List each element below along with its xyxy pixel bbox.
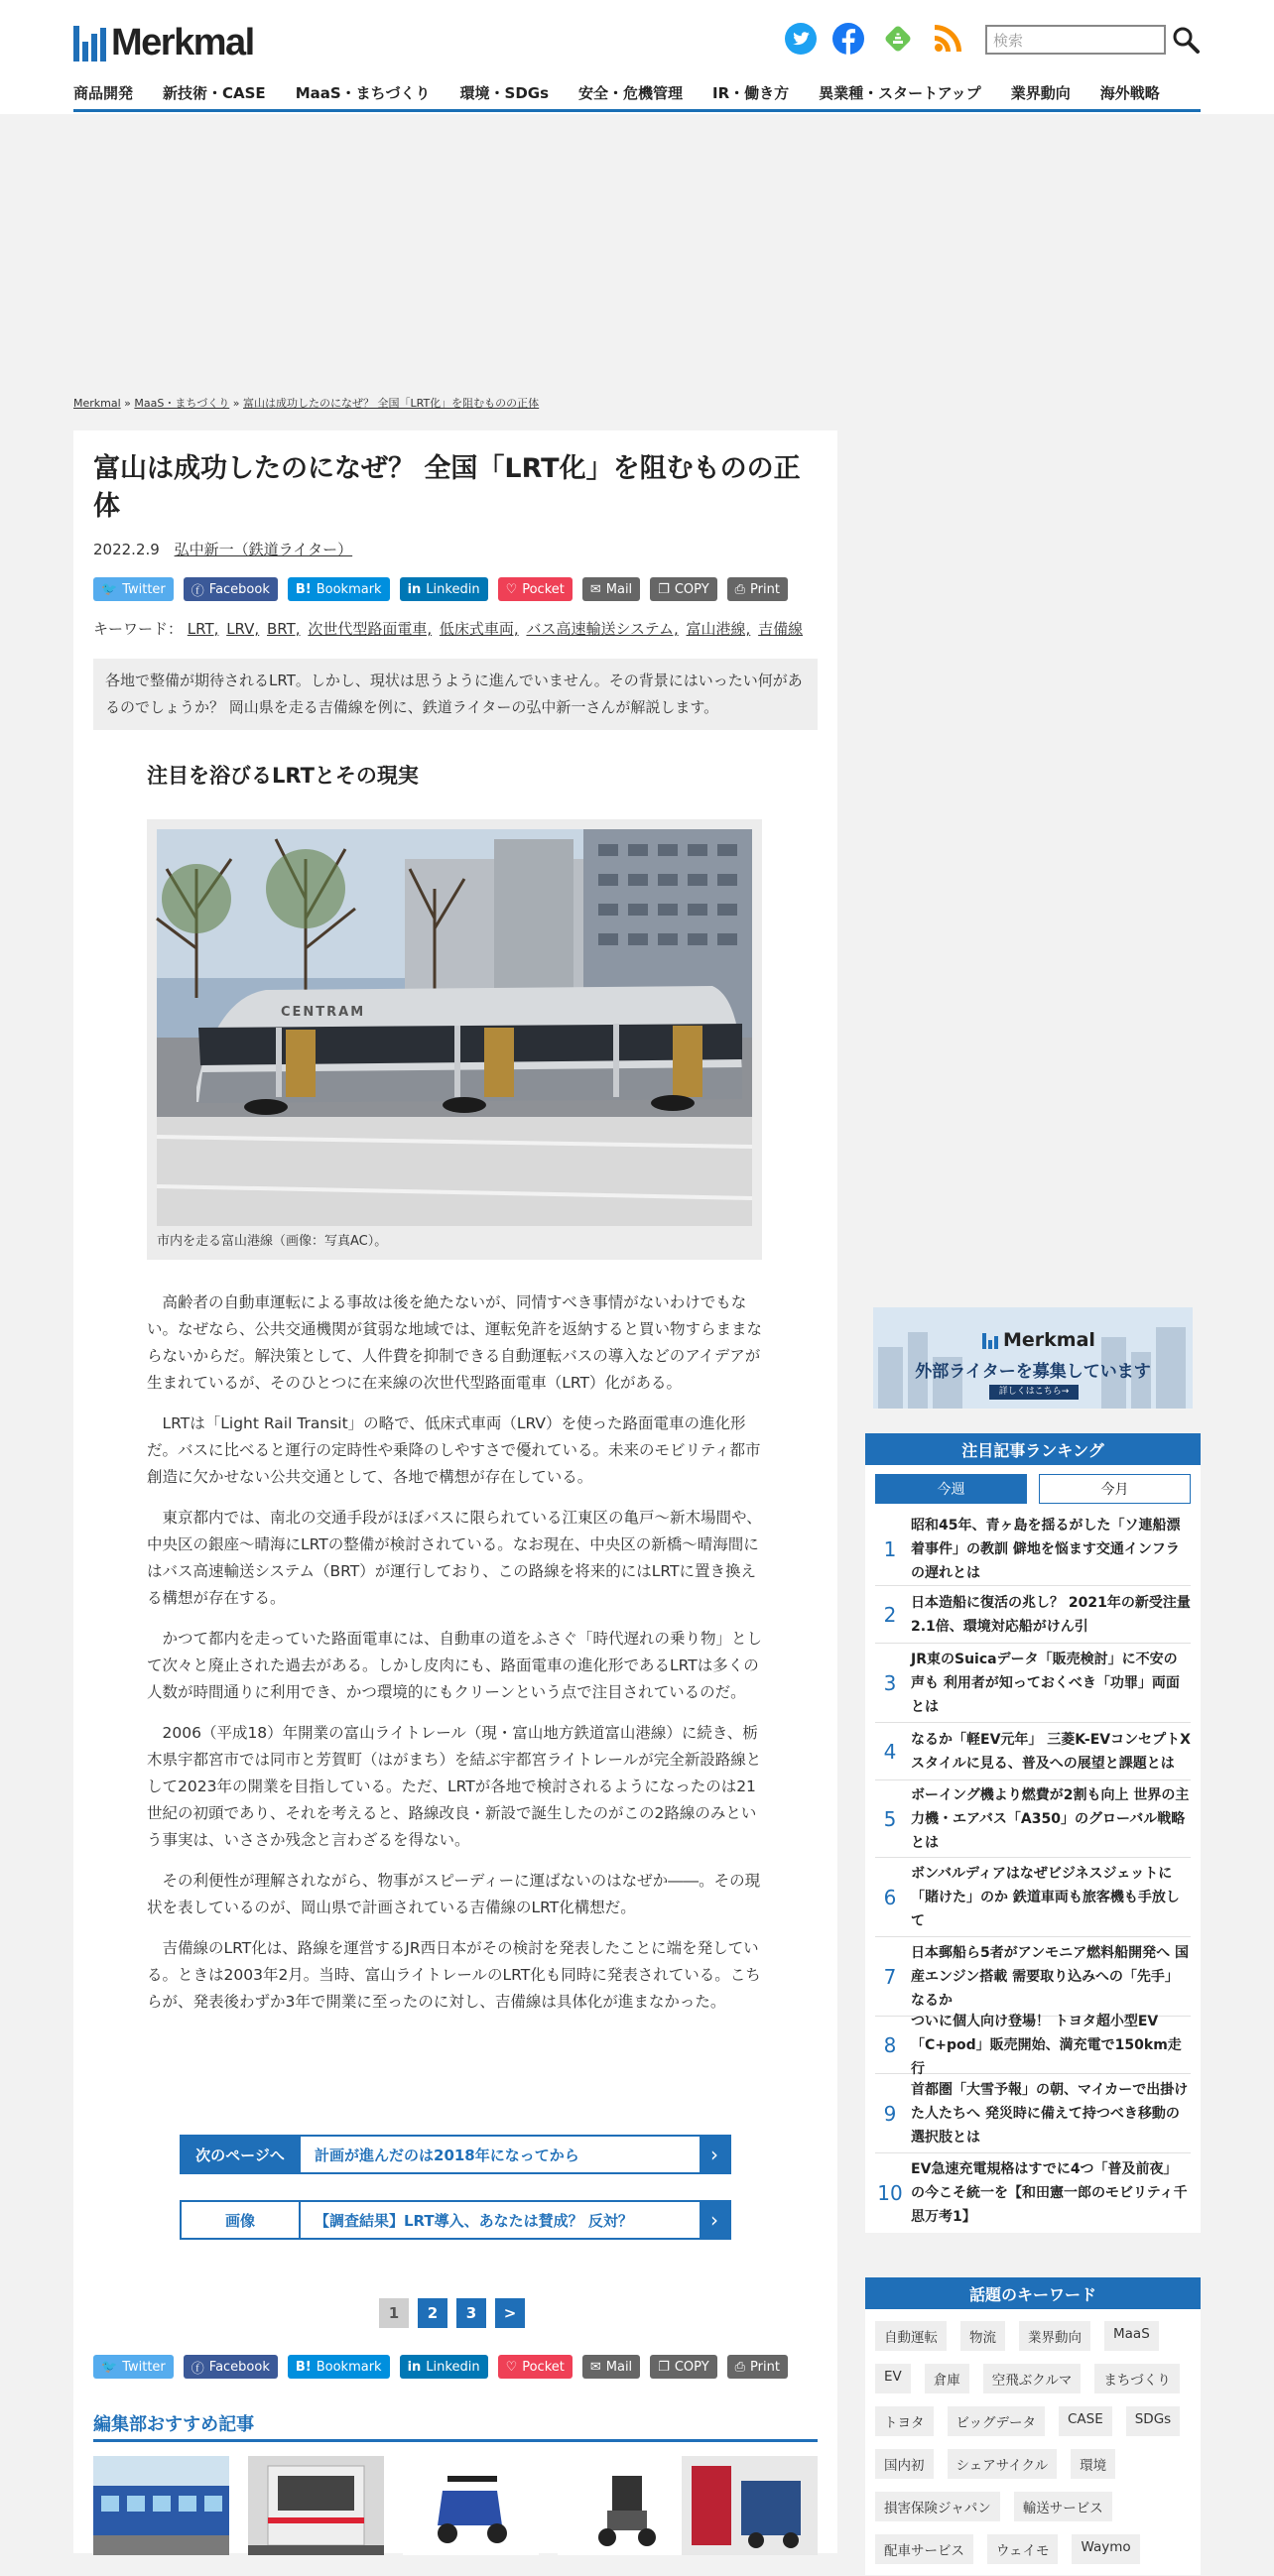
share-mail-button[interactable]: ✉ Mail bbox=[582, 577, 640, 601]
rss-icon[interactable] bbox=[931, 22, 964, 56]
search-icon[interactable] bbox=[1171, 24, 1201, 56]
keyword-chip[interactable]: 損害保険ジャパン bbox=[875, 2492, 1000, 2521]
ranking-panel bbox=[865, 1433, 1201, 2233]
breadcrumb-category[interactable]: MaaS・まちづくり bbox=[134, 397, 230, 410]
main-nav bbox=[73, 82, 1201, 112]
body-paragraph: LRTは「Light Rail Transit」の略で、低床式車両（LRV）を使った路面電車の進化形だ。バスに比べると運行の定時性や乗降のしやすさで優れている。未来のモビリティ都市創造に欠かせない公共交通として、各地で構想が存在している。 bbox=[147, 1414, 761, 1486]
nav-item-tech[interactable]: 新技術・CASE bbox=[163, 84, 266, 102]
author-link[interactable]: 弘中新一（鉄道ライター） bbox=[174, 541, 353, 558]
linkedin-icon: in bbox=[407, 581, 422, 597]
facebook-icon: ⓕ bbox=[191, 583, 204, 599]
rank-title: ボーイング機より燃費が2割も向上 世界の主力機・エアバス「A350」のグローバル戦略とは bbox=[911, 1786, 1190, 1851]
breadcrumb bbox=[73, 395, 539, 411]
facebook-icon[interactable] bbox=[831, 22, 865, 56]
banner-button[interactable]: 詳しくはこちら→ bbox=[989, 1385, 1079, 1400]
page-1-button[interactable]: 1 bbox=[379, 2298, 409, 2328]
keyword-chip[interactable]: 自動運転 bbox=[875, 2321, 947, 2351]
tram-photo[interactable] bbox=[157, 829, 752, 1226]
keyword-chip[interactable]: 輸送サービス bbox=[1014, 2492, 1112, 2521]
banner-logo-text: Merkmal bbox=[1003, 1329, 1095, 1351]
image-gallery-link[interactable] bbox=[180, 2200, 731, 2240]
rank-number: 9 bbox=[883, 2101, 897, 2126]
recommend-thumb-2[interactable] bbox=[248, 2456, 384, 2555]
ranking-item[interactable] bbox=[875, 1858, 1191, 1937]
ranking-tabs bbox=[865, 1465, 1201, 1513]
hatena-icon: B! bbox=[295, 581, 312, 597]
ranking-item[interactable] bbox=[875, 1586, 1191, 1644]
share-pocket-button[interactable]: ♡ Pocket bbox=[498, 2355, 573, 2379]
body-paragraph: 吉備線のLRT化は、路線を運営するJR西日本がその検討を発表したことに端を発している。ときは2003年2月。当時、富山ライトレールのLRT化も同時に発表されている。こちらが、発表後わずか3年で開業に至ったのに対し、吉備線は具体化が進まなかった。 bbox=[147, 1939, 761, 2011]
share-bar-top bbox=[93, 577, 788, 601]
rank-title: 日本郵船ら5者がアンモニア燃料船開発へ 国産エンジン搭載 需要取り込みへの「先手」なるか bbox=[911, 1944, 1190, 2009]
print-button[interactable]: ⎙ Print bbox=[727, 2355, 788, 2379]
ranking-item[interactable] bbox=[875, 1644, 1191, 1723]
keyword-chip[interactable]: 空飛ぶクルマ bbox=[983, 2364, 1082, 2393]
copy-icon: ❐ bbox=[658, 2359, 670, 2375]
tram-logo-text: CENTRAM bbox=[281, 1005, 366, 1020]
keyword-link[interactable]: 吉備線 bbox=[758, 620, 804, 638]
rank-number: 4 bbox=[883, 1739, 897, 1764]
keyword-chip[interactable]: MaaS bbox=[1104, 2321, 1159, 2351]
next-page-button[interactable]: > bbox=[495, 2298, 525, 2328]
trending-keywords-panel bbox=[865, 2277, 1201, 2575]
share-linkedin-button[interactable]: in Linkedin bbox=[400, 2355, 488, 2379]
body-paragraph: 2006（平成18）年開業の富山ライトレール（現・富山地方鉄道富山港線）に続き、栃木県宇都宮市では同市と芳賀町（はがまち）を結ぶ宇都宮ライトレールが完全新設路線として2023年の開業を目指している。ただ、LRTが各地で検討されるようになったのは21世紀の初頭であり、それを考えると、路線改良・新設で誕生したのがこの2路線のみという事実は、いささか残念と言わざるを得ない。 bbox=[147, 1724, 762, 1849]
body-paragraph: かつて都内を走っていた路面電車には、自動車の道をふさぐ「時代遅れの乗り物」として次々と廃止された過去がある。しかし皮肉にも、路面電車の進化形であるLRTは多くの人数が時間通りに利用でき、かつ環境的にもクリーンという点で注目されているのだ。 bbox=[147, 1630, 763, 1701]
linkedin-icon: in bbox=[407, 2359, 422, 2375]
copy-link-button[interactable]: ❐ COPY bbox=[650, 577, 716, 601]
nav-item-product[interactable]: 商品開発 bbox=[73, 84, 134, 102]
page-2-button[interactable]: 2 bbox=[418, 2298, 447, 2328]
keyword-chips bbox=[865, 2309, 1201, 2576]
keyword-chip[interactable]: 配車サービス bbox=[875, 2534, 973, 2564]
pocket-icon: ♡ bbox=[505, 581, 518, 597]
keyword-chip[interactable]: 業界動向 bbox=[1019, 2321, 1090, 2351]
mail-icon: ✉ bbox=[589, 2359, 601, 2375]
tab-this-week[interactable]: 今週 bbox=[875, 1474, 1027, 1504]
ranking-item[interactable] bbox=[875, 1723, 1191, 1780]
rank-number: 10 bbox=[877, 2181, 903, 2205]
mail-icon: ✉ bbox=[589, 581, 601, 597]
recommend-thumb-4[interactable] bbox=[558, 2456, 694, 2555]
breadcrumb-separator: » bbox=[232, 397, 240, 410]
share-facebook-button[interactable]: ⓕ Facebook bbox=[184, 2355, 278, 2379]
breadcrumb-separator: » bbox=[124, 397, 131, 410]
recommend-thumb-1[interactable] bbox=[93, 2456, 229, 2555]
nav-item-safety[interactable]: 安全・危機管理 bbox=[578, 84, 684, 102]
hatena-icon: B! bbox=[295, 2359, 312, 2375]
ranking-item[interactable] bbox=[875, 2153, 1191, 2233]
nav-item-environment[interactable]: 環境・SDGs bbox=[459, 84, 550, 102]
rank-number: 7 bbox=[883, 1964, 897, 1989]
rank-title: EV急速充電規格はすでに4つ「普及前夜」の今こそ統一を【和田憲一郎のモビリティ千思万考1】 bbox=[911, 2161, 1188, 2225]
keyword-link[interactable]: 低床式車両, bbox=[439, 620, 519, 638]
tab-this-month[interactable]: 今月 bbox=[1039, 1474, 1191, 1504]
recommend-heading: 編集部おすすめ記事 bbox=[93, 2414, 255, 2435]
article bbox=[73, 430, 837, 2553]
copy-icon: ❐ bbox=[658, 581, 670, 597]
breadcrumb-current[interactable]: 富山は成功したのになぜ？ 全国「LRT化」を阻むものの正体 bbox=[243, 397, 540, 410]
keyword-link[interactable]: LRT, bbox=[187, 620, 219, 638]
copy-link-button[interactable]: ❐ COPY bbox=[650, 2355, 716, 2379]
nav-item-industry[interactable]: 業界動向 bbox=[1010, 84, 1071, 102]
keyword-link[interactable]: LRV, bbox=[226, 620, 260, 638]
banner-logo bbox=[982, 1331, 1095, 1349]
page-3-button[interactable]: 3 bbox=[456, 2298, 486, 2328]
nav-item-ir[interactable]: IR・働き方 bbox=[712, 84, 790, 102]
twitter-icon: 🐦 bbox=[101, 2359, 118, 2375]
rank-number: 6 bbox=[883, 1885, 897, 1909]
ranking-title: 注目記事ランキング bbox=[865, 1433, 1201, 1465]
rank-number: 2 bbox=[883, 1602, 897, 1627]
facebook-icon: ⓕ bbox=[191, 2361, 204, 2377]
keyword-chip[interactable]: トヨタ bbox=[875, 2406, 934, 2436]
share-twitter-button[interactable]: 🐦 Twitter bbox=[93, 577, 174, 601]
article-body bbox=[147, 1289, 762, 2029]
share-hatena-button[interactable]: B! Bookmark bbox=[288, 2355, 390, 2379]
print-icon: ⎙ bbox=[734, 2359, 746, 2375]
keyword-link[interactable]: 次世代型路面電車, bbox=[308, 620, 433, 638]
keyword-link[interactable]: 富山港線, bbox=[686, 620, 751, 638]
recommend-thumb-5[interactable] bbox=[682, 2456, 818, 2555]
keyword-link[interactable]: バス高速輸送システム, bbox=[526, 620, 679, 638]
rank-number: 3 bbox=[883, 1670, 897, 1695]
logo-text: Merkmal bbox=[111, 22, 254, 63]
body-paragraph: その利便性が理解されながら、物事がスピーディーに運ばないのはなぜか――。その現状を表しているのが、岡山県で計画されている吉備線のLRT化構想だ。 bbox=[147, 1872, 761, 1916]
site-logo[interactable] bbox=[73, 22, 254, 64]
rank-title: 首都圏「大雪予報」の朝、マイカーで出掛けた人たちへ 発災時に備えて持つべき移動の選択肢とは bbox=[911, 2081, 1189, 2146]
section-heading: 注目を浴びるLRTとその現実 bbox=[147, 764, 419, 788]
keyword-chip[interactable]: EV bbox=[875, 2364, 911, 2393]
share-mail-button[interactable]: ✉ Mail bbox=[582, 2355, 640, 2379]
feedly-icon[interactable] bbox=[881, 22, 915, 56]
share-twitter-button[interactable]: 🐦 Twitter bbox=[93, 2355, 174, 2379]
search-input[interactable]: 検索 bbox=[985, 25, 1166, 55]
rank-title: JR東のSuicaデータ「販売検討」に不安の声も 利用者が知っておくべき「功罪」両面とは bbox=[911, 1651, 1180, 1715]
keyword-chip[interactable]: CASE bbox=[1059, 2406, 1112, 2436]
keyword-chip[interactable]: シェアサイクル bbox=[948, 2449, 1058, 2479]
ranking-item[interactable] bbox=[875, 2013, 1191, 2077]
keyword-chip[interactable]: SDGs bbox=[1126, 2406, 1180, 2436]
pocket-icon: ♡ bbox=[505, 2359, 518, 2375]
rank-title: 昭和45年、青ヶ島を揺るがした「ソ連船漂着事件」の教訓 僻地を悩ます交通インフラの遅れとは bbox=[911, 1517, 1181, 1581]
keyword-chip[interactable]: ビッグデータ bbox=[948, 2406, 1045, 2436]
rank-number: 8 bbox=[883, 2032, 897, 2057]
keyword-link[interactable]: BRT, bbox=[266, 620, 301, 638]
rank-title: なるか「軽EV元年」 三菱K-EVコンセプトXスタイルに見る、普及への展望と課題とは bbox=[911, 1731, 1191, 1772]
article-date: 2022.2.9 bbox=[93, 541, 160, 558]
ranking-item[interactable] bbox=[875, 1513, 1191, 1586]
next-page-label: 次のページへ bbox=[182, 2137, 299, 2172]
share-linkedin-button[interactable]: in Linkedin bbox=[400, 577, 488, 601]
keyword-chip[interactable]: まちづくり bbox=[1094, 2364, 1179, 2393]
ranking-item[interactable] bbox=[875, 2074, 1191, 2153]
figure-caption: 市内を走る富山港線（画像：写真AC）。 bbox=[157, 1234, 388, 1249]
keyword-chip[interactable]: 環境 bbox=[1071, 2449, 1115, 2479]
nav-item-maas[interactable]: MaaS・まちづくり bbox=[295, 84, 431, 102]
image-link-title: 【調査結果】LRT導入、あなたは賛成？ 反対？ bbox=[299, 2202, 700, 2238]
logo-mark-icon bbox=[73, 26, 106, 61]
twitter-icon[interactable] bbox=[784, 22, 818, 56]
chevron-right-icon: › bbox=[700, 2202, 729, 2238]
image-link-label: 画像 bbox=[182, 2202, 299, 2238]
recommend-divider bbox=[93, 2439, 818, 2442]
print-icon: ⎙ bbox=[734, 581, 746, 597]
pagination bbox=[379, 2298, 525, 2328]
rank-number: 5 bbox=[883, 1806, 897, 1831]
site-header bbox=[0, 0, 1274, 114]
share-pocket-button[interactable]: ♡ Pocket bbox=[498, 577, 573, 601]
share-hatena-button[interactable]: B! Bookmark bbox=[288, 577, 390, 601]
twitter-icon: 🐦 bbox=[101, 581, 118, 597]
breadcrumb-home[interactable]: Merkmal bbox=[73, 397, 121, 410]
nav-item-global: 海外戦略 bbox=[1099, 84, 1160, 102]
next-page-link[interactable] bbox=[180, 2135, 731, 2174]
recommend-thumb-3[interactable] bbox=[403, 2456, 539, 2555]
article-meta bbox=[93, 539, 352, 559]
nav-item-startup[interactable]: 異業種・スタートアップ bbox=[819, 84, 981, 102]
rank-number: 1 bbox=[883, 1536, 897, 1561]
ranking-item[interactable] bbox=[875, 1780, 1191, 1858]
banner-title: 外部ライターを募集しています bbox=[915, 1362, 1151, 1382]
article-title: 富山は成功したのになぜ？ 全国「LRT化」を阻むものの正体 bbox=[93, 453, 801, 522]
keyword-chip[interactable]: 物流 bbox=[960, 2321, 1005, 2351]
rank-title: ついに個人向け登場！ トヨタ超小型EV「C+pod」販売開始、満充電で150km走行 bbox=[911, 2013, 1182, 2077]
article-figure bbox=[147, 819, 762, 1260]
rank-title: 日本造船に復活の兆し？ 2021年の新受注量2.1倍、環境対応船がけん引 bbox=[911, 1594, 1191, 1635]
keyword-chip[interactable]: 国内初 bbox=[875, 2449, 934, 2479]
share-facebook-button[interactable]: ⓕ Facebook bbox=[184, 577, 278, 601]
keyword-chip[interactable]: Waymo bbox=[1072, 2534, 1139, 2564]
chevron-right-icon: › bbox=[700, 2137, 729, 2172]
body-paragraph: 高齢者の自動車運転による事故は後を絶たないが、同情すべき事情がないわけでもない。なぜなら、公共交通機関が貧弱な地域では、運転免許を返納すると買い物すらままならないからだ。解決策として、人件費を抑制できる自動運転バスの導入などのアイデアが生まれているが、そのひとつに在来線の次世代型路面電車（LRT）化がある。 bbox=[147, 1293, 763, 1392]
next-page-title: 計画が進んだのは2018年になってから bbox=[299, 2137, 700, 2172]
trending-keywords-title: 話題のキーワード bbox=[865, 2277, 1201, 2309]
keyword-list bbox=[93, 618, 806, 639]
article-lead: 各地で整備が期待されるLRT。しかし、現状は思うように進んでいません。その背景にはいったい何があるのでしょうか？ 岡山県を走る吉備線を例に、鉄道ライターの弘中新一さんが解説します。 bbox=[93, 659, 818, 730]
keyword-chip[interactable]: 倉庫 bbox=[925, 2364, 969, 2393]
keyword-chip[interactable]: ウェイモ bbox=[987, 2534, 1058, 2564]
writer-recruit-banner[interactable] bbox=[873, 1307, 1193, 1409]
rank-title: ボンバルディアはなぜビジネスジェットに「賭けた」のか 鉄道車両も旅客機も手放して bbox=[911, 1865, 1180, 1929]
share-bar-bottom bbox=[93, 2355, 788, 2379]
print-button[interactable]: ⎙ Print bbox=[727, 577, 788, 601]
keywords-label: キーワード： bbox=[93, 620, 184, 638]
ranking-item[interactable] bbox=[875, 1937, 1191, 2017]
body-paragraph: 東京都内では、南北の交通手段がほぼバスに限られている江東区の亀戸～新木場間や、中央区の銀座～晴海にLRTの整備が検討されている。なお現在、中央区の新橋～晴海間にはバス高速輸送システム（BRT）が運行しており、この路線を将来的にはLRTに置き換える構想が存在する。 bbox=[147, 1509, 762, 1607]
